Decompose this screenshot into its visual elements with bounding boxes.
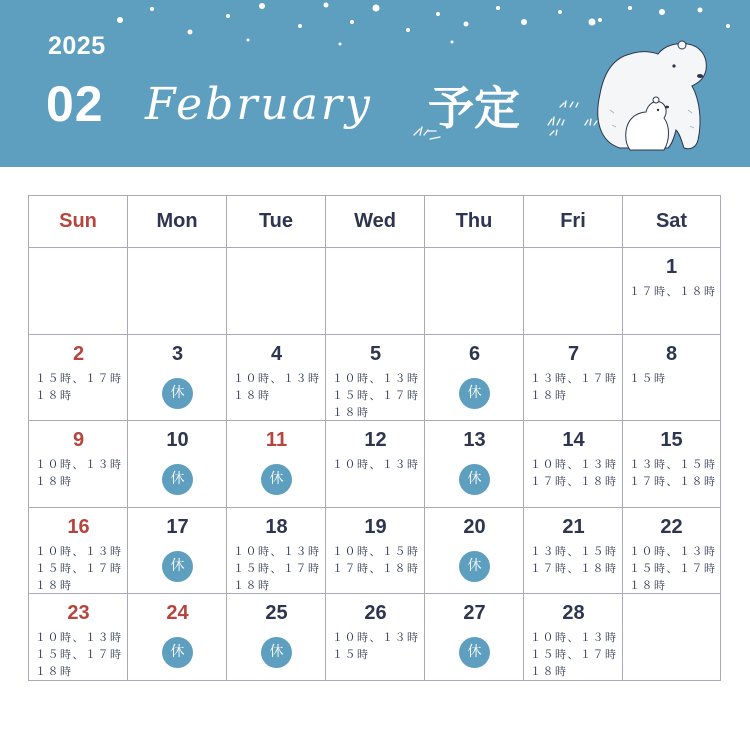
day-cell [128, 508, 227, 595]
appointment-times: １０時、１３時 １５時、１７時 １８時 [530, 631, 618, 679]
day-cell [524, 508, 623, 595]
day-number: 25 [265, 602, 288, 625]
header-banner [0, 0, 750, 167]
day-cell [326, 421, 425, 508]
appointment-times: １０時、１３時 [332, 458, 420, 472]
empty-cell [326, 248, 425, 335]
day-number: 26 [364, 602, 387, 625]
day-cell [623, 421, 720, 508]
closed-badge: 休 [162, 378, 193, 409]
weekday-wed: Wed [326, 196, 425, 247]
day-cell [128, 335, 227, 422]
day-cell [326, 508, 425, 595]
day-cell [227, 508, 326, 595]
weekday-fri: Fri [524, 196, 623, 247]
closed-badge: 休 [162, 637, 193, 668]
appointment-times: １０時、１５時 １７時、１８時 [332, 544, 420, 575]
day-cell [425, 421, 524, 508]
day-number: 4 [270, 342, 283, 365]
weekday-mon: Mon [128, 196, 227, 247]
appointment-times: １３時、１７時 １８時 [530, 371, 618, 402]
day-cell [128, 421, 227, 508]
day-number: 19 [364, 515, 387, 538]
empty-cell [29, 248, 128, 335]
closed-badge: 休 [459, 378, 490, 409]
day-cell [524, 421, 623, 508]
day-number: 23 [67, 602, 90, 625]
day-number: 17 [166, 515, 189, 538]
polar-bear-illustration [590, 30, 720, 155]
day-cell [29, 335, 128, 422]
closed-badge: 休 [162, 464, 193, 495]
calendar-grid [28, 195, 721, 681]
day-cell [29, 508, 128, 595]
day-cell [29, 421, 128, 508]
closed-badge: 休 [459, 464, 490, 495]
day-cell [623, 248, 720, 335]
day-number: 11 [265, 429, 288, 452]
appointment-times: １０時、１３時 １８時 [35, 458, 123, 489]
appointment-times: １０時、１３時 １５時、１７時 １８時 [35, 631, 123, 679]
weekday-tue: Tue [227, 196, 326, 247]
year-label: 2025 [48, 32, 106, 60]
day-cell [326, 594, 425, 681]
day-number: 9 [72, 429, 85, 452]
day-number: 10 [166, 429, 189, 452]
weekday-header-row [29, 196, 720, 248]
day-number: 16 [67, 515, 90, 538]
appointment-times: １０時、１３時 １５時、１７時 １８時 [332, 371, 420, 419]
appointment-times: １５時、１７時 １８時 [35, 371, 123, 402]
day-cell [326, 335, 425, 422]
day-cell [227, 421, 326, 508]
empty-cell [227, 248, 326, 335]
day-cell [425, 594, 524, 681]
closed-badge: 休 [162, 551, 193, 582]
empty-cell [425, 248, 524, 335]
appointment-times: １０時、１３時 １５時、１７時 １８時 [35, 544, 123, 592]
day-cell [128, 594, 227, 681]
day-cell [29, 594, 128, 681]
empty-cell [128, 248, 227, 335]
day-number: 3 [171, 342, 184, 365]
empty-cell [524, 248, 623, 335]
weekday-sun: Sun [29, 196, 128, 247]
day-number: 12 [364, 429, 387, 452]
appointment-times: １０時、１３時 １５時 [332, 631, 420, 662]
day-cell [623, 508, 720, 595]
day-cell [524, 594, 623, 681]
day-number: 20 [463, 515, 486, 538]
day-number: 21 [562, 515, 585, 538]
day-number: 8 [665, 342, 678, 365]
day-number: 2 [72, 342, 85, 365]
weekday-sat: Sat [655, 210, 688, 232]
appointment-times: １７時、１８時 [629, 285, 717, 298]
month-number: 02 [46, 76, 104, 132]
closed-badge: 休 [459, 551, 490, 582]
day-number: 24 [166, 602, 189, 625]
day-number: 14 [562, 429, 585, 452]
weekday-thu: Thu [425, 196, 524, 247]
appointment-times: １５時 [629, 371, 667, 385]
day-number: 15 [660, 429, 683, 452]
day-cell [425, 508, 524, 595]
closed-badge: 休 [261, 464, 292, 495]
day-number: 5 [369, 342, 382, 365]
day-number: 18 [265, 515, 288, 538]
day-cell [623, 335, 720, 422]
schedule-title: 予定 [428, 81, 520, 135]
closed-badge: 休 [459, 637, 490, 668]
appointment-times: １３時、１５時 １７時、１８時 [629, 458, 717, 489]
month-name: February [145, 79, 373, 130]
day-number: 13 [463, 429, 486, 452]
appointment-times: １３時、１５時 １７時、１８時 [530, 544, 618, 575]
day-cell [227, 335, 326, 422]
day-number: 27 [463, 602, 486, 625]
appointment-times: １０時、１３時 １７時、１８時 [530, 458, 618, 489]
day-number: 28 [562, 602, 585, 625]
day-cell [425, 335, 524, 422]
day-number: 6 [468, 342, 481, 365]
closed-badge: 休 [261, 637, 292, 668]
day-cell [524, 335, 623, 422]
day-number: 22 [660, 515, 683, 538]
day-number: 7 [567, 342, 580, 365]
appointment-times: １０時、１３時 １５時、１７時 １８時 [233, 544, 321, 592]
empty-cell [623, 594, 720, 681]
appointment-times: １０時、１３時 １８時 [233, 371, 321, 402]
day-cell [227, 594, 326, 681]
appointment-times: １０時、１３時 １５時、１７時 １８時 [629, 544, 717, 592]
day-number: 1 [665, 256, 678, 278]
